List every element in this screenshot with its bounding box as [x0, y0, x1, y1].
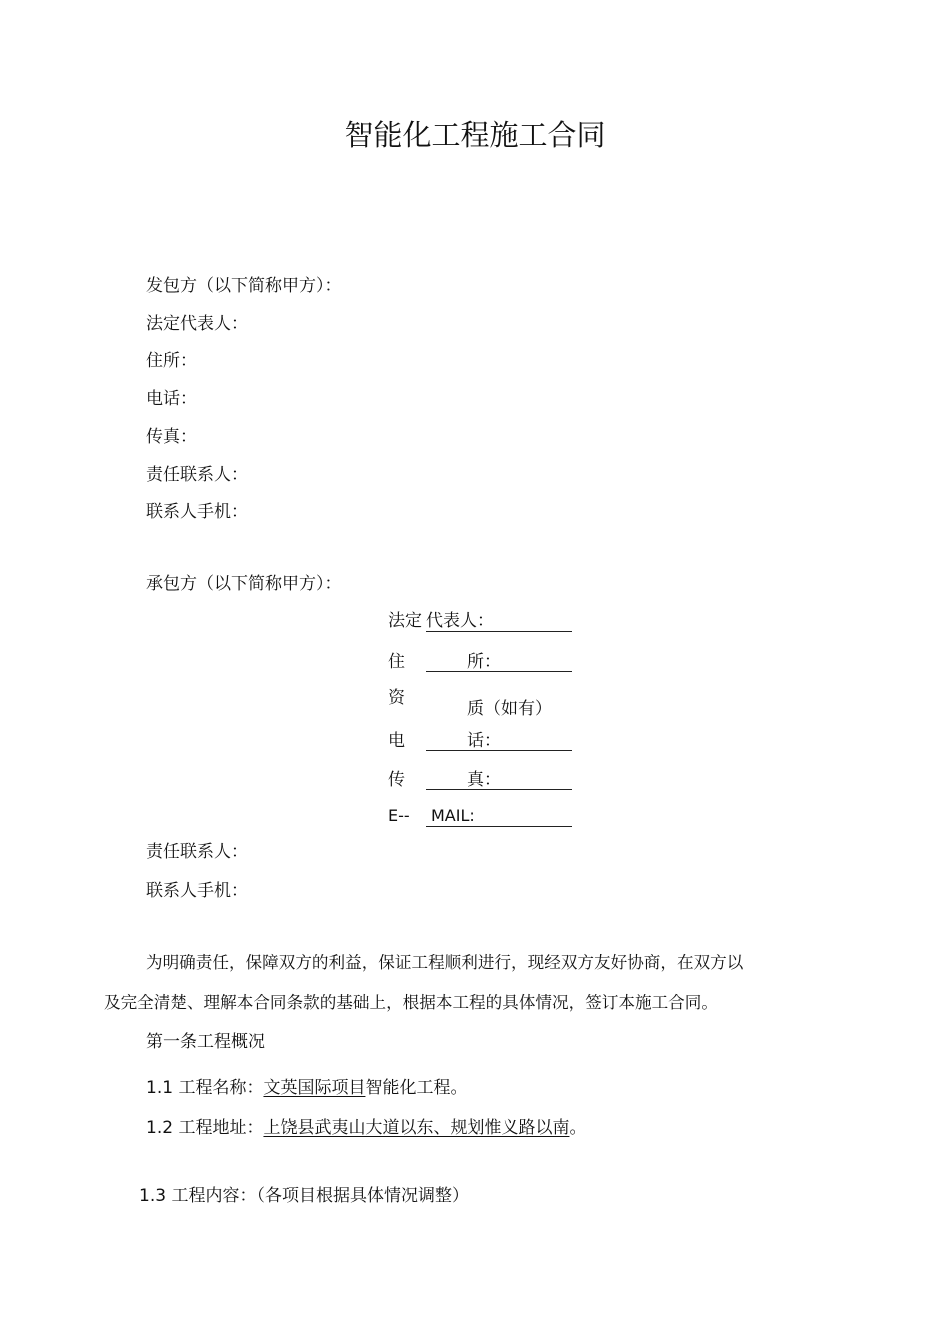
party-b-fax-label-start: 传 — [388, 770, 405, 790]
project-address-label: 1.2 工程地址： — [146, 1118, 264, 1138]
party-a-contact-mobile-label: 联系人手机： — [146, 502, 248, 522]
party-b-address-label-start: 住 — [388, 652, 405, 672]
party-b-contact-mobile-label: 联系人手机： — [146, 881, 248, 901]
party-b-legal-rep-label-end: 代表人： — [426, 611, 494, 631]
article-1-item-2 — [146, 1117, 586, 1139]
document-title: 智能化工程施工合同 — [344, 118, 606, 152]
party-b-contact-label: 责任联系人： — [146, 842, 248, 862]
party-b-heading: 承包方（以下简称甲方）： — [146, 574, 342, 594]
party-a-heading: 发包方（以下简称甲方）： — [146, 276, 342, 296]
party-b-legal-rep-underline — [426, 631, 572, 632]
intro-paragraph-line-2: 及完全清楚、理解本合同条款的基础上，根据本工程的具体情况，签订本施工合同。 — [104, 993, 718, 1012]
party-a-contact-label: 责任联系人： — [146, 465, 248, 485]
party-b-email-label-end: MAIL: — [431, 806, 475, 825]
article-1-item-3: 1.3 工程内容：（各项目根据具体情况调整） — [139, 1186, 469, 1206]
party-b-legal-rep-label-start: 法定 — [388, 611, 422, 631]
party-a-phone-label: 电话： — [146, 389, 197, 409]
project-address-value: 上饶县武夷山大道以东、规划惟义路以南 — [263, 1118, 570, 1138]
party-b-email-label-start: E-- — [388, 806, 410, 825]
party-b-address-underline — [426, 671, 572, 672]
project-name-suffix: 智能化工程。 — [365, 1078, 468, 1098]
project-name-value: 文英国际项目 — [263, 1078, 366, 1098]
party-b-email-underline — [426, 826, 572, 827]
party-b-fax-label-end: 真： — [467, 770, 501, 790]
party-b-phone-label-start: 电 — [388, 731, 405, 751]
party-a-address-label: 住所： — [146, 351, 197, 371]
party-b-phone-label-end: 话： — [467, 731, 501, 751]
party-b-qualification-label-end: 质（如有） — [467, 699, 552, 719]
project-address-suffix: 。 — [569, 1118, 587, 1138]
article-1-item-1 — [146, 1077, 467, 1099]
party-b-qualification-label-start: 资 — [388, 688, 405, 708]
party-b-phone-underline — [426, 750, 572, 751]
party-a-fax-label: 传真： — [146, 427, 197, 447]
article-1-heading: 第一条工程概况 — [146, 1032, 265, 1052]
party-a-legal-rep-label: 法定代表人： — [146, 314, 248, 334]
party-b-address-label-end: 所： — [467, 652, 501, 672]
intro-paragraph-line-1: 为明确责任，保障双方的利益，保证工程顺利进行，现经双方友好协商，在双方以 — [146, 953, 744, 972]
party-b-fax-underline — [426, 789, 572, 790]
project-name-label: 1.1 工程名称： — [146, 1078, 264, 1098]
